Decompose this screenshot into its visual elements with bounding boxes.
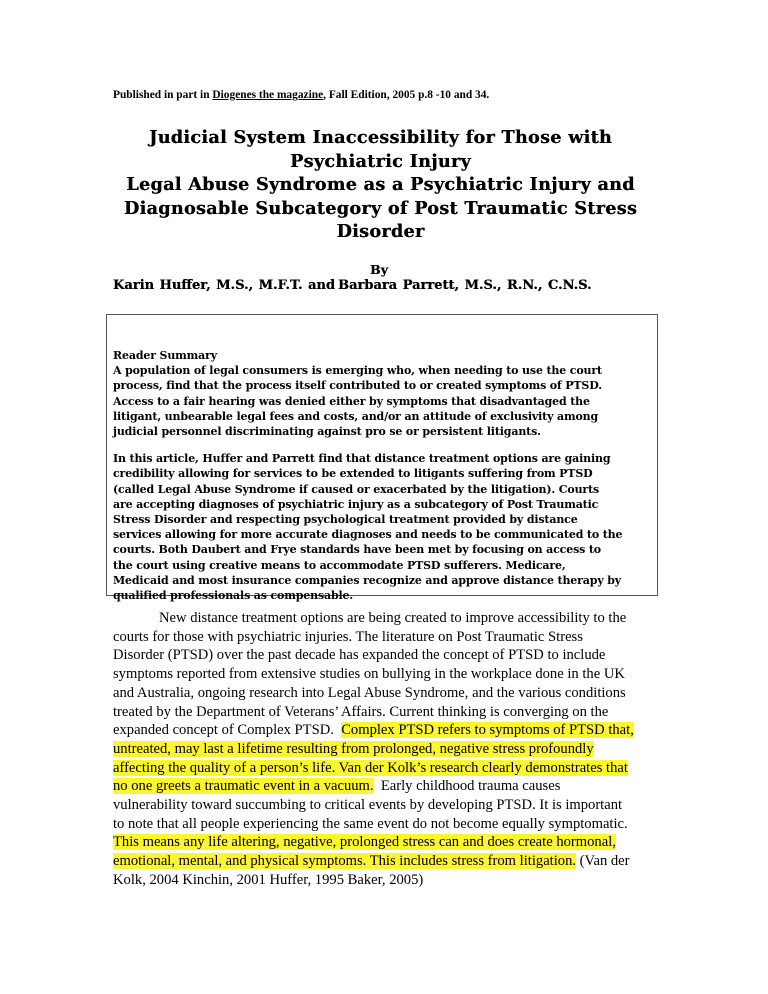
body-line [113,759,658,778]
body-line: New distance treatment options are being created to improve accessibility to the [159,610,627,626]
summary-line: services allowing for more accurate diagnoses and needs to be communicated to the [113,528,623,542]
byline-by: By [370,262,388,277]
author-2: Barbara Parrett, M.S., R.N., C.N.S. [338,278,592,293]
title-line: Psychiatric Injury [290,150,471,172]
body-line [113,833,658,852]
body-line: vulnerability toward succumbing to critical events by developing PTSD. It is important [113,797,623,814]
summary-line: the court using creative means to accommodate PTSD sufferers. Medicare, [113,558,566,572]
summary-heading: Reader Summary [113,349,218,362]
summary-line: courts. Both Daubert and Frye standards have been met by focusing on access to [113,543,601,557]
authors-line [113,278,673,293]
summary-line: qualified professionals as compensable. [113,589,354,603]
body-text-segment: Early childhood trauma causes [373,778,561,795]
body-line [113,777,658,796]
body-paragraph [113,609,658,890]
summary-line: A population of legal consumers is emerging who, when needing to use the court [113,364,602,378]
highlighted-text: affecting the quality of a person’s life. Van der Kolk’s research clearly demonstrates that [113,759,628,776]
body-line: treated by the Department of Veterans’ Affairs. Current thinking is converging on the [113,703,609,720]
body-line: and Australia, ongoing research into Legal Abuse Syndrome, and the various conditions [113,684,626,701]
highlighted-text: no one greets a traumatic event in a vacuum. [113,778,374,795]
summary-line: Medicaid and most insurance companies recognize and approve distance therapy by [113,573,622,587]
author-1: Karin Huffer, M.S., M.F.T. and [113,278,335,293]
body-line: Kolk, 2004 Kinchin, 2001 Huffer, 1995 Baker, 2005) [113,871,424,888]
summary-line: litigant, unbearable legal fees and costs, and/or an attitude of exclusivity among [113,409,599,423]
highlighted-text: Complex PTSD refers to symptoms of PTSD that, [341,722,634,739]
summary-line: Access to a fair hearing was denied either by symptoms that disadvantaged the [113,394,590,408]
summary-line: are accepting diagnoses of psychiatric injury as a subcategory of Post Traumatic [113,497,599,511]
publication-prefix: Published in part in [113,89,210,101]
summary-line: (called Legal Abuse Syndrome if caused or exacerbated by the litigation). Courts [113,482,600,496]
title-line: Diagnosable Subcategory of Post Traumatic Stress [123,197,638,219]
body-line: to note that all people experiencing the same event do not become equally symptomatic. [113,815,628,832]
body-text-segment: (Van der [576,853,630,870]
body-line: symptoms reported from extensive studies on bullying in the workplace done in the UK [113,666,625,683]
summary-line: credibility allowing for services to be extended to litigants suffering from PTSD [113,467,593,481]
body-text-segment: expanded concept of Complex PTSD. [113,722,342,739]
publication-suffix: , Fall Edition, 2005 p.8 -10 and 34. [323,89,490,101]
body-line: Disorder (PTSD) over the past decade has expanded the concept of PTSD to include [113,647,606,664]
magazine-name: Diogenes the magazine [212,89,324,101]
highlighted-text: This means any life altering, negative, prolonged stress can and does create hormonal, [113,834,616,851]
body-line [113,721,658,740]
highlighted-text: untreated, may last a lifetime resulting from prolonged, negative stress profoundly [113,740,594,757]
publication-note [113,88,673,102]
body-line [113,740,658,759]
body-line [113,852,658,871]
title-line: Legal Abuse Syndrome as a Psychiatric Injury and [126,174,635,196]
reader-summary [113,348,658,603]
summary-line: judicial personnel discriminating against pro se or persistent litigants. [113,425,541,439]
highlighted-text: emotional, mental, and physical symptoms. This includes stress from litigation. [113,853,577,870]
title-line: Judicial System Inaccessibility for Those with [148,127,613,148]
summary-line: In this article, Huffer and Parrett find that distance treatment options are gaining [113,452,611,466]
title-line: Disorder [336,221,425,243]
body-line: courts for those with psychiatric injuries. The literature on Post Traumatic Stress [113,628,583,645]
summary-line: Stress Disorder and respecting psychological treatment provided by distance [113,513,578,527]
article-title [108,126,653,244]
summary-line: process, find that the process itself contributed to or created symptoms of PTSD. [113,379,602,393]
